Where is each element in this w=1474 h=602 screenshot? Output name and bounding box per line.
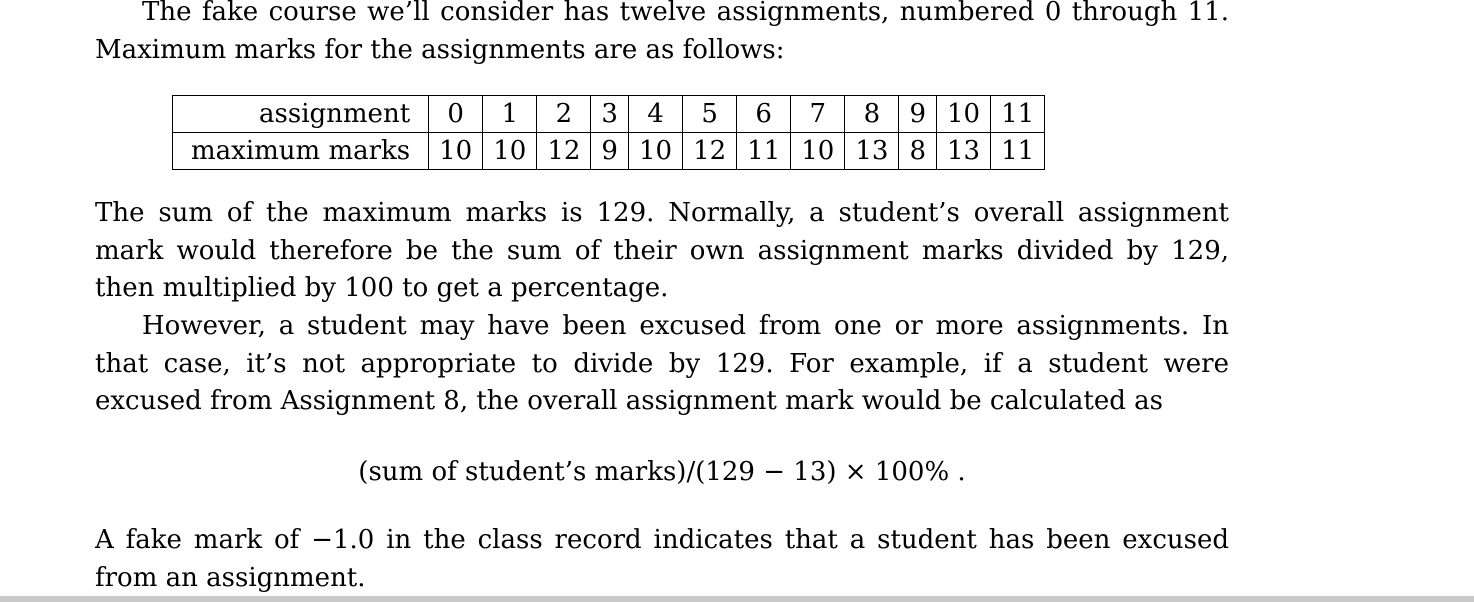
assignment-number: 0: [429, 96, 483, 133]
maximum-mark: 13: [845, 133, 899, 170]
row-label-assignment: assignment: [173, 96, 429, 133]
maximum-marks-table: [172, 95, 1045, 170]
maximum-mark: 9: [591, 133, 629, 170]
maximum-mark: 11: [737, 133, 791, 170]
assignment-number: 9: [899, 96, 937, 133]
row-label-maximum-marks: maximum marks: [173, 133, 429, 170]
maximum-marks-row: [173, 133, 1045, 170]
maximum-mark: 12: [683, 133, 737, 170]
assignment-number: 3: [591, 96, 629, 133]
assignment-number: 7: [791, 96, 845, 133]
maximum-mark: 10: [628, 133, 682, 170]
maximum-mark: 10: [429, 133, 483, 170]
excused-paragraph: However, a student may have been excused from one or more assignments. In that case, it’s not appropriate to divide by 129. For example, if a student were excused from Assignment 8, the overall assignment mark would be calculated as: [95, 311, 1229, 416]
assignment-number: 2: [537, 96, 591, 133]
maximum-mark: 8: [899, 133, 937, 170]
intro-paragraph: The fake course we’ll consider has twelve assignments, numbered 0 through 11. Maximum marks for the assignments are as follows:: [95, 0, 1229, 65]
assignment-number: 5: [683, 96, 737, 133]
window-bottom-edge: [0, 596, 1474, 602]
assignment-number: 1: [483, 96, 537, 133]
assignment-number: 8: [845, 96, 899, 133]
assignment-number: 6: [737, 96, 791, 133]
fake-mark-paragraph: A fake mark of −1.0 in the class record indicates that a student has been excused from an assignment.: [95, 525, 1229, 593]
maximum-mark: 12: [537, 133, 591, 170]
maximum-mark: 10: [483, 133, 537, 170]
sum-paragraph: The sum of the maximum marks is 129. Normally, a student’s overall assignment mark would therefore be the sum of their own assignment marks divided by 129, then multiplied by 100 to get a percentage.: [95, 198, 1229, 303]
assignment-number: 4: [628, 96, 682, 133]
assignment-row: [173, 96, 1045, 133]
maximum-mark: 10: [791, 133, 845, 170]
assignment-number: 11: [991, 96, 1045, 133]
maximum-mark: 11: [991, 133, 1045, 170]
maximum-mark: 13: [936, 133, 990, 170]
assignment-number: 10: [936, 96, 990, 133]
display-formula: (sum of student’s marks)/(129 − 13) × 100% .: [358, 457, 966, 487]
